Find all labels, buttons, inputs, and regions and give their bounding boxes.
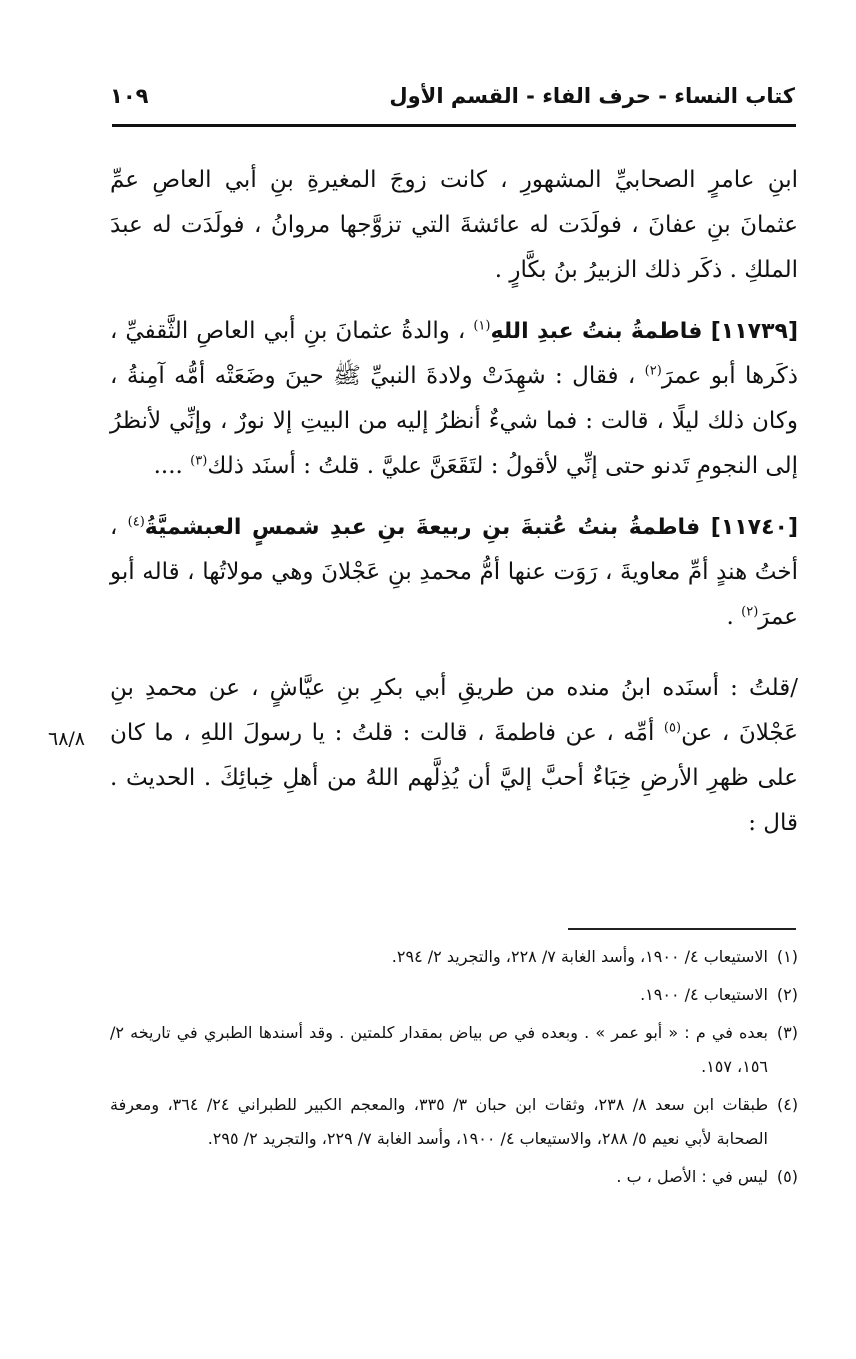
footnote	[110, 1088, 798, 1156]
page-header	[110, 80, 795, 120]
entry-text: ، والدةُ عثمانَ بنِ أبي العاصِ الثَّقفيِّ ، ذكَرها أبو عمرَ	[110, 318, 798, 389]
footnote	[110, 978, 798, 1012]
footnotes	[110, 940, 798, 1198]
footnote-ref: (٣)	[190, 453, 208, 469]
entry-text: ، فقال : شهِدَتْ ولادةَ النبيِّ ﷺ حينَ وضَعَتْه أمُّه آمِنةُ ، وكان ذلك ليلًا ، قالت : فما شيءٌ أنظرُ إليه من البيتِ إلا نورٌ ، وإنِّي لأنظرُ إلى النجومِ تَدنو حتى إنِّي لأقولُ : لتَقَعَنَّ عليَّ . قلتُ : أسنَد ذلك	[110, 363, 798, 479]
note-text: /قلتُ : أسنَده ابنُ منده من طريقِ أبي بكرِ بنِ عيَّاشٍ ، عن محمدِ بنِ عَجْلانَ ، عن	[110, 675, 799, 746]
main-text	[110, 158, 798, 846]
footnote-ref: (٢)	[741, 604, 759, 620]
footnote-ref: (١)	[473, 318, 491, 334]
intro-paragraph: ابنِ عامرٍ الصحابيِّ المشهورِ ، كانت زوجَ المغيرةِ بنِ أبي العاصِ عمِّ عثمانَ بنِ عفانَ ، فولَدَت له عائشةَ التي تزوَّجها مروانُ ، فولَدَت له عبدَ الملكِ . ذكَر ذلك الزبيرُ بنُ بكَّارٍ .	[110, 167, 798, 283]
footnote-ref: (٤)	[127, 514, 145, 530]
entry-text: ، أختُ هندٍ أمِّ معاويةَ ، رَوَت عنها أمُّ محمدِ بنِ عَجْلانَ وهي مولاتُها ، قاله أبو عمرَ	[110, 514, 798, 630]
footnote	[110, 1160, 798, 1194]
header-rule	[112, 124, 796, 127]
footnote-number: (٣)	[776, 1023, 798, 1042]
footnote-text: ليس في : الأصل ، ب .	[616, 1167, 768, 1186]
page-number: ١٠٩	[110, 84, 149, 108]
margin-reference: ٦٨/٨	[48, 728, 86, 750]
footnote	[110, 1016, 798, 1084]
editor-note	[110, 666, 798, 846]
footnote-number: (٥)	[776, 1167, 798, 1186]
entry-heading: [١١٧٣٩] فاطمةُ بنتُ عبدِ اللهِ	[490, 319, 798, 344]
footnote-text: الاستيعاب ٤/ ١٩٠٠، وأسد الغابة ٧/ ٢٢٨، والتجريد ٢/ ٢٩٤.	[391, 947, 768, 966]
entry-heading: [١١٧٤٠] فاطمةُ بنتُ عُتبةَ بنِ ربيعةَ بنِ عبدِ شمسٍ العبشميَّةُ	[144, 515, 799, 540]
entry-text: ....	[153, 453, 183, 479]
entry-11739	[110, 309, 798, 489]
footnote-ref: (٥)	[663, 720, 682, 736]
footnote-text: طبقات ابن سعد ٨/ ٢٣٨، وثقات ابن حبان ٣/ ٣٣٥، والمعجم الكبير للطبراني ٢٤/ ٣٦٤، ومعرفة الصحابة لأبي نعيم ٥/ ٢٨٨، والاستيعاب ٤/ ١٩٠٠، وأسد الغابة ٧/ ٢٢٩، والتجريد ٢/ ٢٩٥.	[110, 1095, 769, 1148]
entry-11740	[110, 505, 798, 640]
running-title: كتاب النساء - حرف الفاء - القسم الأول	[389, 84, 795, 108]
footnote	[110, 940, 798, 974]
entry-text: .	[726, 604, 734, 630]
footnote-ref: (٢)	[644, 363, 662, 379]
footnote-number: (٢)	[776, 985, 798, 1004]
note-text: أمِّه ، عن فاطمةَ ، قالت : قلتُ : يا رسولَ اللهِ ، ما كان على ظهرِ الأرضِ خِبَاءٌ أحبَّ إليَّ أن يُذِلَّهم اللهُ من أهلِ خِبائِكَ . الحديث . قال :	[110, 720, 798, 836]
footnote-number: (١)	[776, 947, 798, 966]
footnote-text: الاستيعاب ٤/ ١٩٠٠.	[640, 985, 768, 1004]
footnote-text: بعده في م : « أبو عمر » . وبعده في ص بياض بمقدار كلمتين . وقد أسندها الطبري في تاريخه ٢/ ١٥٦، ١٥٧.	[110, 1023, 768, 1076]
footnote-rule	[568, 928, 796, 930]
footnote-number: (٤)	[776, 1095, 799, 1114]
